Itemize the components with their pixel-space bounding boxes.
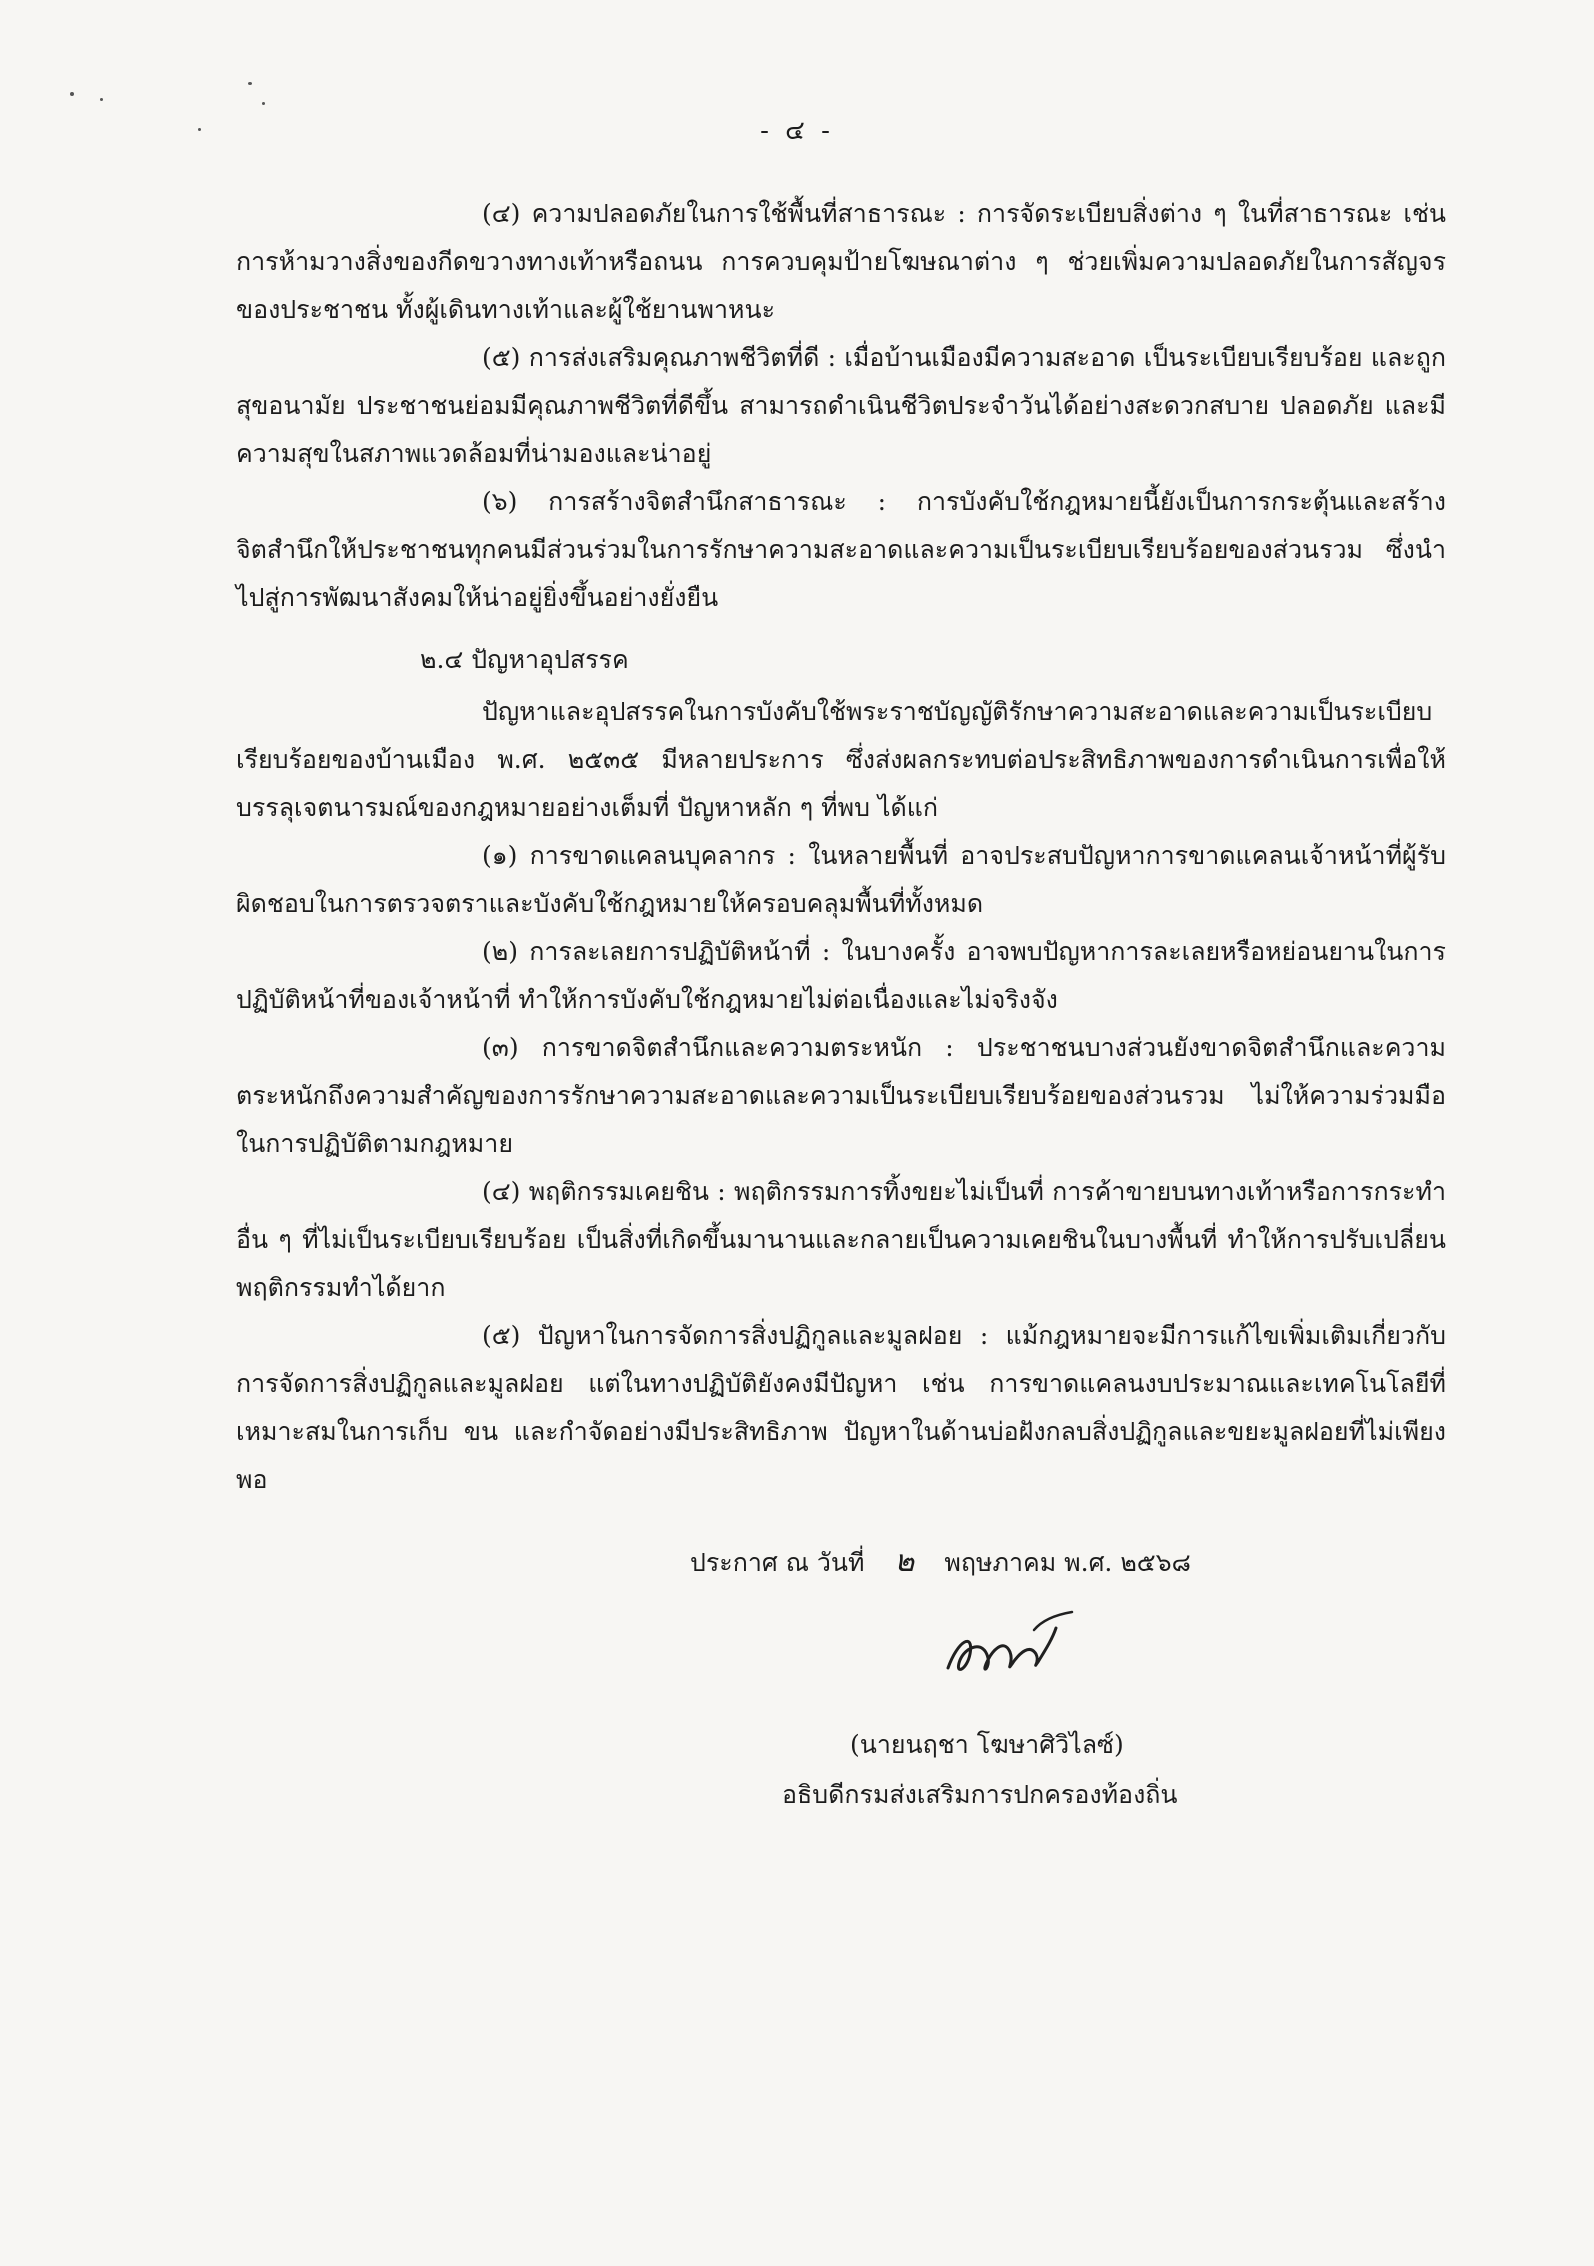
list-item: (๕) ปัญหาในการจัดการสิ่งปฏิกูลและมูลฝอย : แม้กฎหมายจะมีการแก้ไขเพิ่มเติมเกี่ยวกับการจัดการสิ่งปฏิกูลและมูลฝอย แต่ในทางปฏิบัติยังคงมีปัญหา เช่น การขาดแคลนงบประมาณและเทคโนโลยีที่เหมาะสมในการเก็บ ขน และกำจัดอย่างมีประสิทธิภาพ ปัญหาในด้านบ่อฝังกลบสิ่งปฏิกูลและขยะมูลฝอยที่ไม่เพียงพอ <box>236 1321 1446 1494</box>
announcement-date <box>690 1538 1191 1585</box>
signer-title: อธิบดีกรมส่งเสริมการปกครองท้องถิ่น <box>782 1780 1178 1809</box>
scan-speck <box>100 98 103 101</box>
list-item: (๕) การส่งเสริมคุณภาพชีวิตที่ดี : เมื่อบ้านเมืองมีความสะอาด เป็นระเบียบเรียบร้อย และถูกสุขอนามัย ประชาชนย่อมมีคุณภาพชีวิตที่ดีขึ้น สามารถดำเนินชีวิตประจำวันได้อย่างสะดวกสบาย ปลอดภัย และมีความสุขในสภาพแวดล้อมที่น่ามองและน่าอยู่ <box>236 343 1446 468</box>
list-item: (๔) ความปลอดภัยในการใช้พื้นที่สาธารณะ : การจัดระเบียบสิ่งต่าง ๆ ในที่สาธารณะ เช่น การห้ามวางสิ่งของกีดขวางทางเท้าหรือถนน การควบคุมป้ายโฆษณาต่าง ๆ ช่วยเพิ่มความปลอดภัยในการสัญจรของประชาชน ทั้งผู้เดินทางเท้าและผู้ใช้ยานพาหนะ <box>236 199 1446 324</box>
scan-speck <box>262 102 265 105</box>
page-number: - ๔ - <box>760 116 834 146</box>
announcement-month-year: พฤษภาคม พ.ศ. ๒๕๖๘ <box>944 1548 1191 1577</box>
section-intro: ปัญหาและอุปสรรคในการบังคับใช้พระราชบัญญัติรักษาความสะอาดและความเป็นระเบียบเรียบร้อยของบ้านเมือง พ.ศ. ๒๕๓๕ มีหลายประการ ซึ่งส่งผลกระทบต่อประสิทธิภาพของการดำเนินการเพื่อให้บรรลุเจตนารมณ์ของกฎหมายอย่างเต็มที่ ปัญหาหลัก ๆ ที่พบ ได้แก่ <box>236 697 1446 822</box>
signer-name: (นายนฤชา โฆษาศิวิไลซ์) <box>850 1730 1124 1759</box>
announcement-day: ๒ <box>894 1544 915 1579</box>
scan-speck <box>70 92 74 96</box>
list-item: (๔) พฤติกรรมเคยชิน : พฤติกรรมการทิ้งขยะไม่เป็นที่ การค้าขายบนทางเท้าหรือการกระทำอื่น ๆ ที่ไม่เป็นระเบียบเรียบร้อย เป็นสิ่งที่เกิดขึ้นมานานและกลายเป็นความเคยชินในบางพื้นที่ ทำให้การปรับเปลี่ยนพฤติกรรมทำได้ยาก <box>236 1177 1446 1302</box>
list-item: (๒) การละเลยการปฏิบัติหน้าที่ : ในบางครั้ง อาจพบปัญหาการละเลยหรือหย่อนยานในการปฏิบัติหน้าที่ของเจ้าหน้าที่ ทำให้การบังคับใช้กฎหมายไม่ต่อเนื่องและไม่จริงจัง <box>236 937 1446 1014</box>
list-item: (๓) การขาดจิตสำนึกและความตระหนัก : ประชาชนบางส่วนยังขาดจิตสำนึกและความตระหนักถึงความสำคัญของการรักษาความสะอาดและความเป็นระเบียบเรียบร้อยของส่วนรวม ไม่ให้ความร่วมมือในการปฏิบัติตามกฎหมาย <box>236 1033 1446 1158</box>
document-body <box>236 190 1446 1504</box>
list-item: (๑) การขาดแคลนบุคลากร : ในหลายพื้นที่ อาจประสบปัญหาการขาดแคลนเจ้าหน้าที่ผู้รับผิดชอบในการตรวจตราและบังคับใช้กฎหมายให้ครอบคลุมพื้นที่ทั้งหมด <box>236 841 1446 918</box>
handwritten-signature <box>940 1610 1090 1690</box>
section-heading: ๒.๔ ปัญหาอุปสรรค <box>420 645 629 674</box>
announcement-prefix: ประกาศ ณ วันที่ <box>690 1548 865 1577</box>
list-item: (๖) การสร้างจิตสำนึกสาธารณะ : การบังคับใช้กฎหมายนี้ยังเป็นการกระตุ้นและสร้างจิตสำนึกให้ประชาชนทุกคนมีส่วนร่วมในการรักษาความสะอาดและความเป็นระเบียบเรียบร้อยของส่วนรวม ซึ่งนำไปสู่การพัฒนาสังคมให้น่าอยู่ยิ่งขึ้นอย่างยั่งยืน <box>236 487 1446 612</box>
scan-speck <box>248 82 252 85</box>
